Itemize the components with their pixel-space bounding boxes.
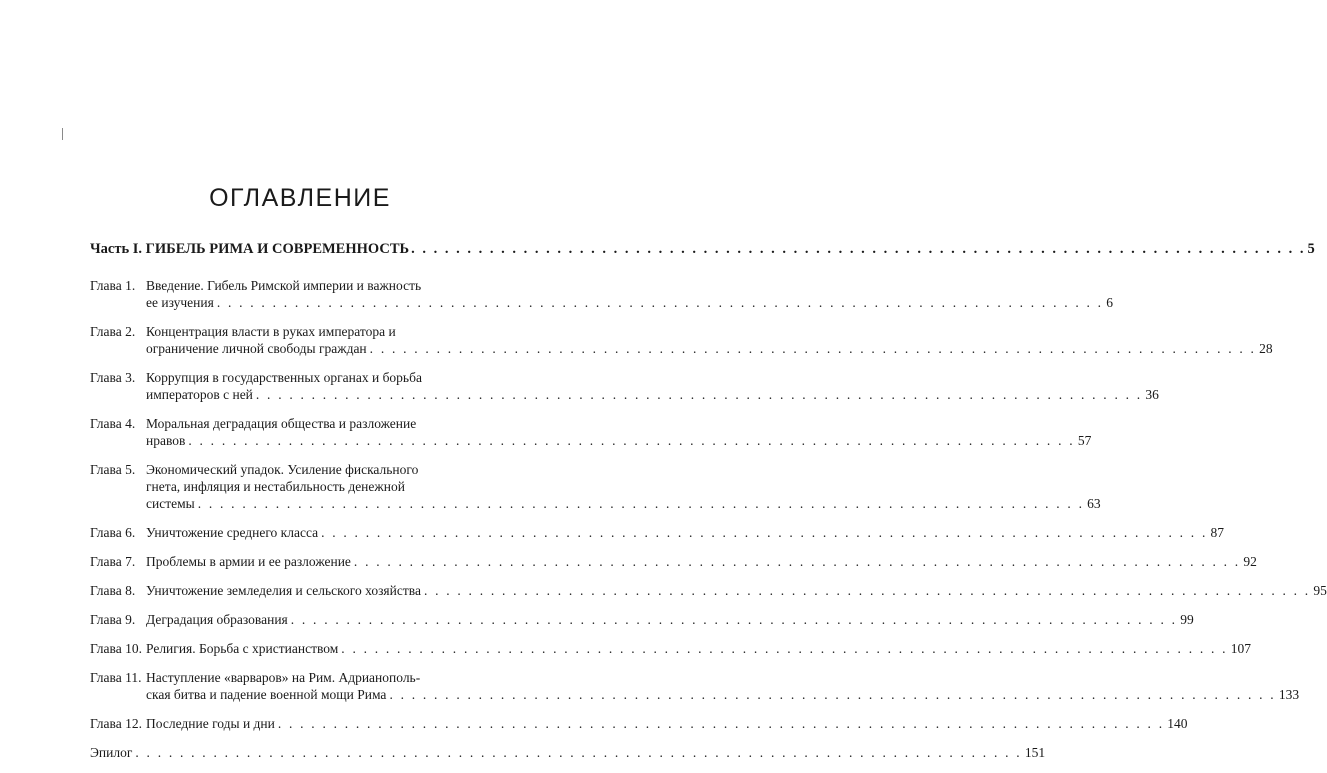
- toc-title: ОГЛАВЛЕНИЕ: [209, 184, 391, 212]
- page-number: 92: [1243, 554, 1257, 569]
- chapter-title-final-line: [90, 744, 1046, 761]
- toc-entry[interactable]: [90, 524, 1225, 541]
- dot-leader: . . . . . . . . . . . . . . . . . . . . . . . . . . . . . . . . . . . . . . . . . . . . . . . . . . . . . . . . . . . . . . . . . . . . . . . . . . . . . . . .: [411, 241, 1306, 257]
- toc-entry[interactable]: [90, 369, 1159, 403]
- chapter-title-final-line: [146, 686, 1300, 703]
- dot-leader: . . . . . . . . . . . . . . . . . . . . . . . . . . . . . . . . . . . . . . . . . . . . . . . . . . . . . . . . . . . . . . . . . . . . . . . . . . . . . . . .: [188, 433, 1075, 448]
- page-number: 133: [1278, 687, 1300, 702]
- chapter-number: Глава 3.: [90, 370, 136, 385]
- dot-leader: . . . . . . . . . . . . . . . . . . . . . . . . . . . . . . . . . . . . . . . . . . . . . . . . . . . . . . . . . . . . . . . . . . . . . . . . . . . . . . . .: [255, 387, 1143, 402]
- dot-leader: . . . . . . . . . . . . . . . . . . . . . . . . . . . . . . . . . . . . . . . . . . . . . . . . . . . . . . . . . . . . . . . . . . . . . . . . . . . . . . . .: [389, 687, 1276, 702]
- chapter-title-final-line: [146, 432, 1092, 449]
- chapter-number: Глава 12.: [90, 716, 142, 731]
- chapter-text: [146, 369, 1159, 403]
- page-number: 107: [1230, 641, 1251, 656]
- chapter-title-final-line: [146, 715, 1188, 732]
- toc-entry[interactable]: [90, 669, 1300, 703]
- toc-entry[interactable]: [90, 611, 1194, 628]
- chapter-number: Глава 6.: [90, 525, 136, 540]
- chapter-text: [146, 640, 1251, 657]
- toc-entry[interactable]: [90, 277, 1114, 311]
- chapter-title-line: ская битва и падение военной мощи Рима: [146, 687, 387, 702]
- chapter-title-line: нравов: [146, 433, 186, 448]
- page-number: 151: [1024, 745, 1046, 760]
- page-number: 36: [1145, 387, 1159, 402]
- chapter-title-line: Коррупция в государственных органах и борьба: [146, 370, 422, 385]
- part-title: Часть I. ГИБЕЛЬ РИМА И СОВРЕМЕННОСТЬ: [90, 241, 410, 257]
- part-page-number: 5: [1307, 241, 1315, 257]
- chapter-text: [146, 669, 1300, 703]
- chapter-title-line: Уничтожение среднего класса: [146, 525, 319, 540]
- chapter-number: Глава 9.: [90, 612, 136, 627]
- page-number: 6: [1106, 295, 1114, 310]
- chapter-text: [146, 553, 1257, 570]
- chapter-title-final-line: [146, 294, 1114, 311]
- toc-entry[interactable]: [90, 715, 1188, 732]
- page-edge-mark: [62, 128, 63, 140]
- chapter-title-line: системы: [146, 496, 195, 511]
- chapter-title-line: гнета, инфляция и нестабильность денежной: [146, 479, 405, 494]
- chapter-text: [146, 323, 1273, 357]
- dot-leader: . . . . . . . . . . . . . . . . . . . . . . . . . . . . . . . . . . . . . . . . . . . . . . . . . . . . . . . . . . . . . . . . . . . . . . . . . . . . . . . .: [353, 554, 1241, 569]
- toc-entry[interactable]: [90, 582, 1327, 599]
- chapter-title-final-line: [146, 640, 1251, 657]
- chapter-title-line: Моральная деградация общества и разложение: [146, 416, 417, 431]
- chapter-title-final-line: [146, 611, 1194, 628]
- page-number: 140: [1167, 716, 1188, 731]
- dot-leader: . . . . . . . . . . . . . . . . . . . . . . . . . . . . . . . . . . . . . . . . . . . . . . . . . . . . . . . . . . . . . . . . . . . . . . . . . . . . . . . .: [423, 583, 1311, 598]
- chapter-text: [146, 715, 1188, 732]
- chapter-number: Глава 8.: [90, 583, 136, 598]
- toc-entry[interactable]: [90, 461, 1101, 512]
- toc-entry[interactable]: [90, 415, 1092, 449]
- chapter-title-final-line: [146, 495, 1101, 512]
- chapter-title-line: Проблемы в армии и ее разложение: [146, 554, 351, 569]
- chapter-title-line: Деградация образования: [146, 612, 288, 627]
- chapter-title-line: Экономический упадок. Усиление фискального: [146, 462, 419, 477]
- toc-entry[interactable]: [90, 744, 1046, 761]
- page-number: 95: [1313, 583, 1327, 598]
- chapter-number: Глава 11.: [90, 670, 142, 685]
- chapter-title-final-line: [146, 582, 1327, 599]
- chapter-title-line: ее изучения: [146, 295, 214, 310]
- chapter-number: Глава 4.: [90, 416, 136, 431]
- chapter-text: [146, 461, 1101, 512]
- toc-entry[interactable]: [90, 640, 1251, 657]
- chapter-title-line: Эпилог: [90, 745, 133, 760]
- chapter-title-final-line: [146, 340, 1273, 357]
- toc-entries: [90, 277, 1327, 773]
- chapter-title-line: Уничтожение земледелия и сельского хозяйства: [146, 583, 421, 598]
- dot-leader: . . . . . . . . . . . . . . . . . . . . . . . . . . . . . . . . . . . . . . . . . . . . . . . . . . . . . . . . . . . . . . . . . . . . . . . . . . . . . . . .: [135, 745, 1022, 760]
- dot-leader: . . . . . . . . . . . . . . . . . . . . . . . . . . . . . . . . . . . . . . . . . . . . . . . . . . . . . . . . . . . . . . . . . . . . . . . . . . . . . . . .: [369, 341, 1257, 356]
- chapter-text: [146, 524, 1225, 541]
- toc-entry[interactable]: [90, 323, 1273, 357]
- chapter-title-line: императоров с ней: [146, 387, 253, 402]
- chapter-number: Глава 7.: [90, 554, 136, 569]
- dot-leader: . . . . . . . . . . . . . . . . . . . . . . . . . . . . . . . . . . . . . . . . . . . . . . . . . . . . . . . . . . . . . . . . . . . . . . . . . . . . . . . .: [197, 496, 1085, 511]
- chapter-text: [146, 277, 1114, 311]
- dot-leader: . . . . . . . . . . . . . . . . . . . . . . . . . . . . . . . . . . . . . . . . . . . . . . . . . . . . . . . . . . . . . . . . . . . . . . . . . . . . . . . .: [216, 295, 1104, 310]
- chapter-number: Глава 5.: [90, 462, 136, 477]
- dot-leader: . . . . . . . . . . . . . . . . . . . . . . . . . . . . . . . . . . . . . . . . . . . . . . . . . . . . . . . . . . . . . . . . . . . . . . . . . . . . . . . .: [290, 612, 1178, 627]
- page-number: 99: [1180, 612, 1194, 627]
- chapter-number: Глава 1.: [90, 278, 136, 293]
- chapter-title-line: Последние годы и дни: [146, 716, 275, 731]
- dot-leader: . . . . . . . . . . . . . . . . . . . . . . . . . . . . . . . . . . . . . . . . . . . . . . . . . . . . . . . . . . . . . . . . . . . . . . . . . . . . . . . .: [277, 716, 1165, 731]
- chapter-title-final-line: [146, 524, 1225, 541]
- chapter-title-line: Концентрация власти в руках императора и: [146, 324, 396, 339]
- part-heading[interactable]: [90, 241, 1315, 258]
- chapter-title-line: Наступление «варваров» на Рим. Адрианополь-: [146, 670, 421, 685]
- chapter-text: [146, 611, 1194, 628]
- page-number: 63: [1087, 496, 1101, 511]
- page-number: 57: [1077, 433, 1092, 448]
- chapter-title-line: Введение. Гибель Римской империи и важность: [146, 278, 422, 293]
- chapter-number: Глава 2.: [90, 324, 136, 339]
- chapter-text: [146, 415, 1092, 449]
- chapter-number: Глава 10.: [90, 641, 142, 656]
- chapter-title-final-line: [146, 386, 1159, 403]
- chapter-title-line: Религия. Борьба с христианством: [146, 641, 339, 656]
- toc-entry[interactable]: [90, 553, 1257, 570]
- dot-leader: . . . . . . . . . . . . . . . . . . . . . . . . . . . . . . . . . . . . . . . . . . . . . . . . . . . . . . . . . . . . . . . . . . . . . . . . . . . . . . . .: [321, 525, 1208, 540]
- page-number: 87: [1210, 525, 1225, 540]
- chapter-text: [146, 582, 1327, 599]
- dot-leader: . . . . . . . . . . . . . . . . . . . . . . . . . . . . . . . . . . . . . . . . . . . . . . . . . . . . . . . . . . . . . . . . . . . . . . . . . . . . . . . .: [341, 641, 1228, 656]
- chapter-text: [90, 744, 1046, 761]
- chapter-title-line: ограничение личной свободы граждан: [146, 341, 367, 356]
- chapter-title-final-line: [146, 553, 1257, 570]
- page-number: 28: [1259, 341, 1273, 356]
